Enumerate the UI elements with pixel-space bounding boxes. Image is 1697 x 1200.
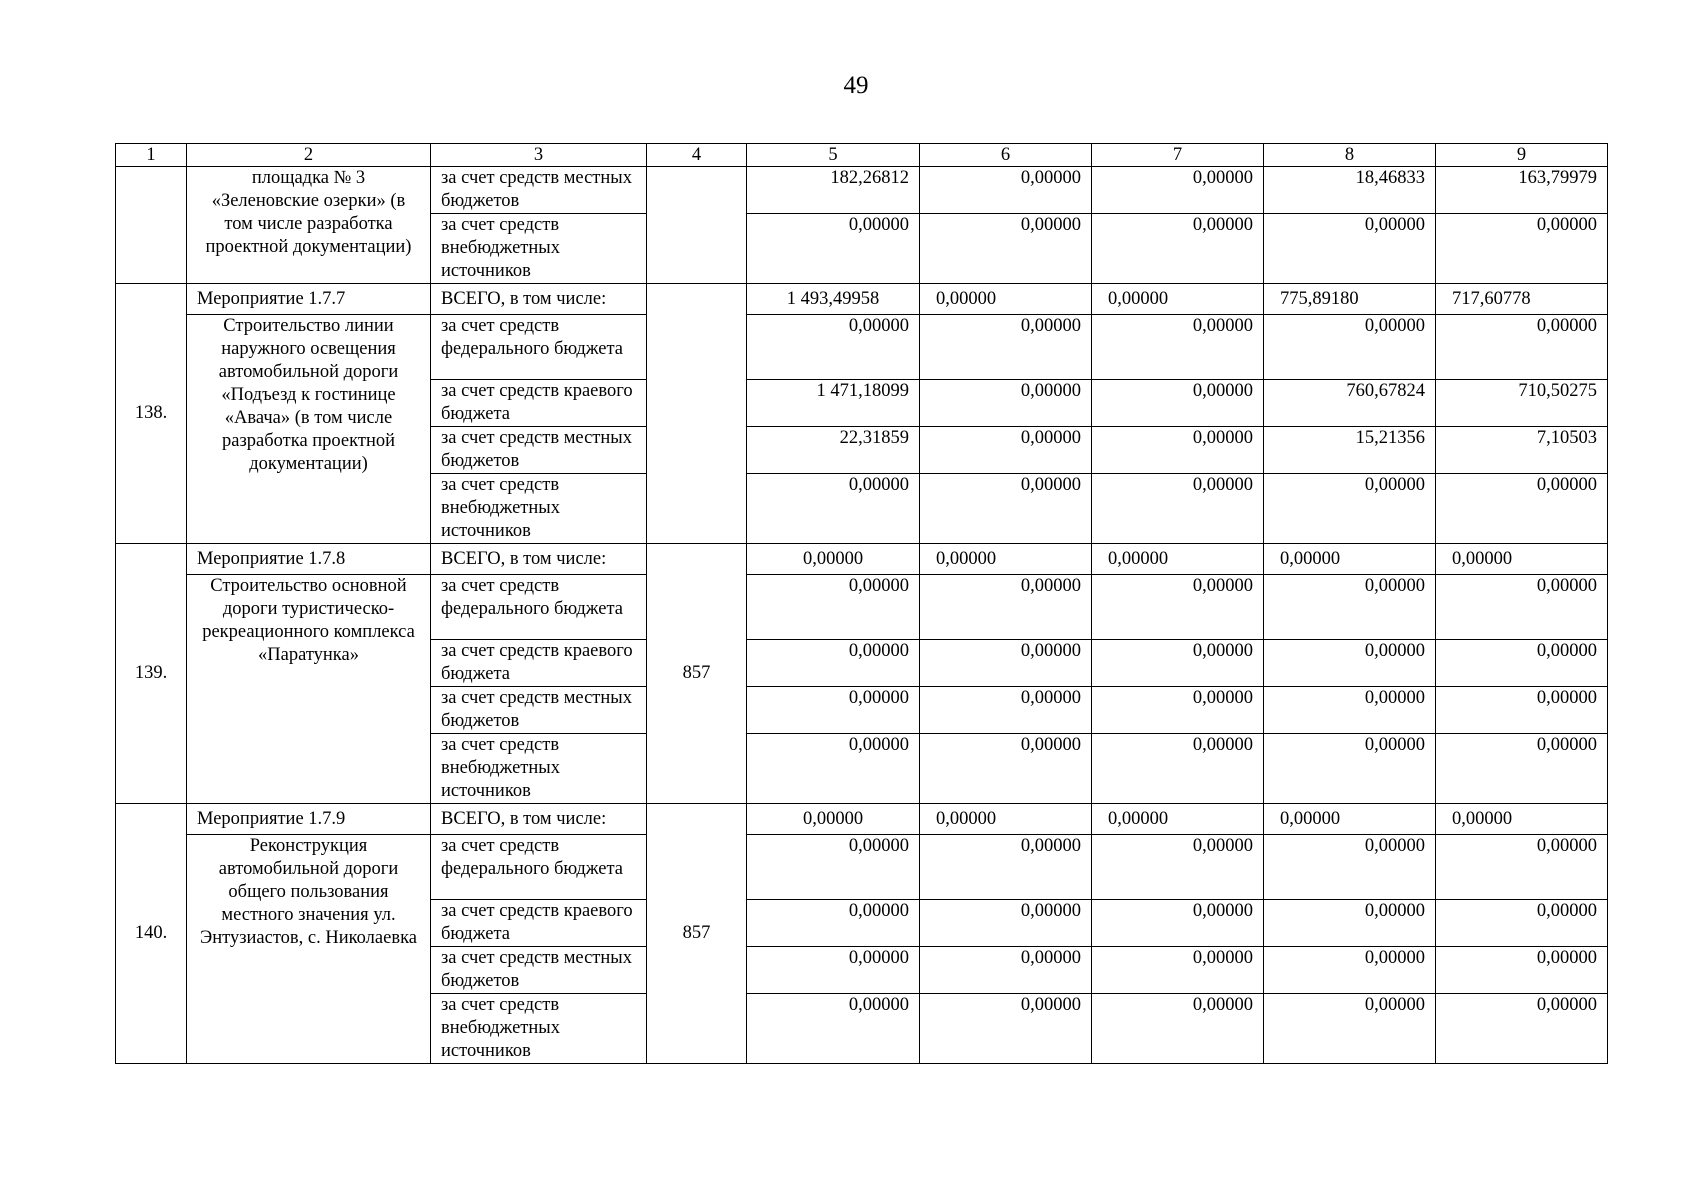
header-cell-8: 8 [1264, 144, 1436, 167]
value-col-7: 0,00000 [1092, 474, 1264, 544]
page-number: 49 [843, 72, 869, 99]
value-col-5: 0,00000 [747, 687, 920, 734]
header-cell-1: 1 [116, 144, 187, 167]
funding-source: за счет средств федерального бюджета [431, 575, 647, 640]
event-title: Мероприятие 1.7.9 [187, 804, 431, 835]
value-col-9: 7,10503 [1436, 427, 1608, 474]
value-col-8: 0,00000 [1264, 474, 1436, 544]
value-col-8: 0,00000 [1264, 315, 1436, 380]
total-value-col-5: 1 493,49958 [747, 284, 920, 315]
event-title: Мероприятие 1.7.8 [187, 544, 431, 575]
measure-name: Строительство основной дороги туристическо-рекреационного комплекса «Паратунка» [187, 575, 431, 804]
header-cell-3: 3 [431, 144, 647, 167]
value-col-5: 0,00000 [747, 835, 920, 900]
total-value-col-8: 0,00000 [1264, 804, 1436, 835]
budget-code: 857 [647, 544, 747, 804]
total-value-col-6: 0,00000 [920, 804, 1092, 835]
total-value-col-9: 717,60778 [1436, 284, 1608, 315]
value-col-8: 760,67824 [1264, 380, 1436, 427]
value-col-8: 0,00000 [1264, 947, 1436, 994]
value-col-5: 0,00000 [747, 474, 920, 544]
event-total-row [116, 284, 1608, 315]
value-col-5: 182,26812 [747, 167, 920, 214]
value-col-9: 0,00000 [1436, 315, 1608, 380]
total-value-col-6: 0,00000 [920, 544, 1092, 575]
measure-name: Строительство линии наружного освещения автомобильной дороги «Подъезд к гостинице «Авача» (в том числе разработка проектной документации) [187, 315, 431, 544]
value-col-8: 0,00000 [1264, 734, 1436, 804]
row-number [116, 167, 187, 284]
value-col-5: 0,00000 [747, 734, 920, 804]
value-col-8: 18,46833 [1264, 167, 1436, 214]
value-col-8: 0,00000 [1264, 214, 1436, 284]
total-value-col-5: 0,00000 [747, 804, 920, 835]
total-value-col-7: 0,00000 [1092, 544, 1264, 575]
value-col-6: 0,00000 [920, 835, 1092, 900]
value-col-7: 0,00000 [1092, 575, 1264, 640]
value-col-8: 0,00000 [1264, 640, 1436, 687]
total-value-col-6: 0,00000 [920, 284, 1092, 315]
value-col-6: 0,00000 [920, 734, 1092, 804]
value-col-6: 0,00000 [920, 947, 1092, 994]
value-col-9: 0,00000 [1436, 947, 1608, 994]
value-col-8: 0,00000 [1264, 900, 1436, 947]
value-col-7: 0,00000 [1092, 835, 1264, 900]
value-col-5: 0,00000 [747, 900, 920, 947]
value-col-9: 0,00000 [1436, 575, 1608, 640]
measure-name: Реконструкция автомобильной дороги общего пользования местного значения ул. Энтузиастов, с. Николаевка [187, 835, 431, 1064]
event-total-row [116, 544, 1608, 575]
table-row [116, 167, 1608, 214]
budget-table [115, 143, 1608, 1064]
budget-code [647, 167, 747, 284]
funding-source: за счет средств местных бюджетов [431, 687, 647, 734]
value-col-5: 0,00000 [747, 575, 920, 640]
row-number: 139. [116, 544, 187, 804]
header-cell-5: 5 [747, 144, 920, 167]
total-value-col-9: 0,00000 [1436, 804, 1608, 835]
total-value-col-5: 0,00000 [747, 544, 920, 575]
row-number: 140. [116, 804, 187, 1064]
value-col-7: 0,00000 [1092, 380, 1264, 427]
event-title: Мероприятие 1.7.7 [187, 284, 431, 315]
value-col-7: 0,00000 [1092, 427, 1264, 474]
value-col-7: 0,00000 [1092, 900, 1264, 947]
header-row [116, 144, 1608, 167]
value-col-7: 0,00000 [1092, 947, 1264, 994]
header-cell-6: 6 [920, 144, 1092, 167]
funding-source: за счет средств федерального бюджета [431, 315, 647, 380]
value-col-5: 0,00000 [747, 315, 920, 380]
header-cell-4: 4 [647, 144, 747, 167]
value-col-9: 163,79979 [1436, 167, 1608, 214]
value-col-5: 1 471,18099 [747, 380, 920, 427]
table-row [116, 575, 1608, 640]
value-col-9: 0,00000 [1436, 734, 1608, 804]
total-value-col-8: 0,00000 [1264, 544, 1436, 575]
funding-source: за счет средств местных бюджетов [431, 427, 647, 474]
value-col-6: 0,00000 [920, 427, 1092, 474]
value-col-9: 0,00000 [1436, 214, 1608, 284]
value-col-5: 0,00000 [747, 214, 920, 284]
value-col-6: 0,00000 [920, 640, 1092, 687]
value-col-7: 0,00000 [1092, 214, 1264, 284]
table-row [116, 315, 1608, 380]
value-col-6: 0,00000 [920, 687, 1092, 734]
funding-source: за счет средств местных бюджетов [431, 947, 647, 994]
value-col-6: 0,00000 [920, 315, 1092, 380]
total-value-col-9: 0,00000 [1436, 544, 1608, 575]
value-col-8: 0,00000 [1264, 994, 1436, 1064]
total-label: ВСЕГО, в том числе: [431, 804, 647, 835]
funding-source: за счет средств краевого бюджета [431, 380, 647, 427]
value-col-9: 0,00000 [1436, 474, 1608, 544]
funding-source: за счет средств внебюджетных источников [431, 734, 647, 804]
value-col-8: 0,00000 [1264, 575, 1436, 640]
value-col-6: 0,00000 [920, 575, 1092, 640]
value-col-5: 22,31859 [747, 427, 920, 474]
value-col-6: 0,00000 [920, 214, 1092, 284]
event-total-row [116, 804, 1608, 835]
funding-source: за счет средств внебюджетных источников [431, 474, 647, 544]
funding-source: за счет средств местных бюджетов [431, 167, 647, 214]
value-col-8: 0,00000 [1264, 835, 1436, 900]
value-col-9: 0,00000 [1436, 640, 1608, 687]
funding-source: за счет средств краевого бюджета [431, 900, 647, 947]
total-label: ВСЕГО, в том числе: [431, 544, 647, 575]
value-col-6: 0,00000 [920, 167, 1092, 214]
value-col-7: 0,00000 [1092, 315, 1264, 380]
value-col-9: 0,00000 [1436, 835, 1608, 900]
measure-name: площадка № 3 «Зеленовские озерки» (в том числе разработка проектной документации) [187, 167, 431, 284]
value-col-7: 0,00000 [1092, 167, 1264, 214]
funding-source: за счет средств краевого бюджета [431, 640, 647, 687]
total-value-col-8: 775,89180 [1264, 284, 1436, 315]
value-col-6: 0,00000 [920, 994, 1092, 1064]
value-col-6: 0,00000 [920, 380, 1092, 427]
header-cell-7: 7 [1092, 144, 1264, 167]
value-col-5: 0,00000 [747, 947, 920, 994]
value-col-5: 0,00000 [747, 640, 920, 687]
value-col-7: 0,00000 [1092, 994, 1264, 1064]
budget-code: 857 [647, 804, 747, 1064]
value-col-9: 0,00000 [1436, 687, 1608, 734]
value-col-5: 0,00000 [747, 994, 920, 1064]
table-row [116, 835, 1608, 900]
funding-source: за счет средств внебюджетных источников [431, 994, 647, 1064]
value-col-8: 15,21356 [1264, 427, 1436, 474]
value-col-9: 0,00000 [1436, 994, 1608, 1064]
row-number: 138. [116, 284, 187, 544]
value-col-7: 0,00000 [1092, 734, 1264, 804]
value-col-8: 0,00000 [1264, 687, 1436, 734]
total-label: ВСЕГО, в том числе: [431, 284, 647, 315]
value-col-7: 0,00000 [1092, 687, 1264, 734]
budget-code [647, 284, 747, 544]
value-col-6: 0,00000 [920, 900, 1092, 947]
funding-source: за счет средств федерального бюджета [431, 835, 647, 900]
value-col-6: 0,00000 [920, 474, 1092, 544]
header-cell-9: 9 [1436, 144, 1608, 167]
total-value-col-7: 0,00000 [1092, 284, 1264, 315]
value-col-9: 0,00000 [1436, 900, 1608, 947]
value-col-9: 710,50275 [1436, 380, 1608, 427]
header-cell-2: 2 [187, 144, 431, 167]
value-col-7: 0,00000 [1092, 640, 1264, 687]
total-value-col-7: 0,00000 [1092, 804, 1264, 835]
funding-source: за счет средств внебюджетных источников [431, 214, 647, 284]
